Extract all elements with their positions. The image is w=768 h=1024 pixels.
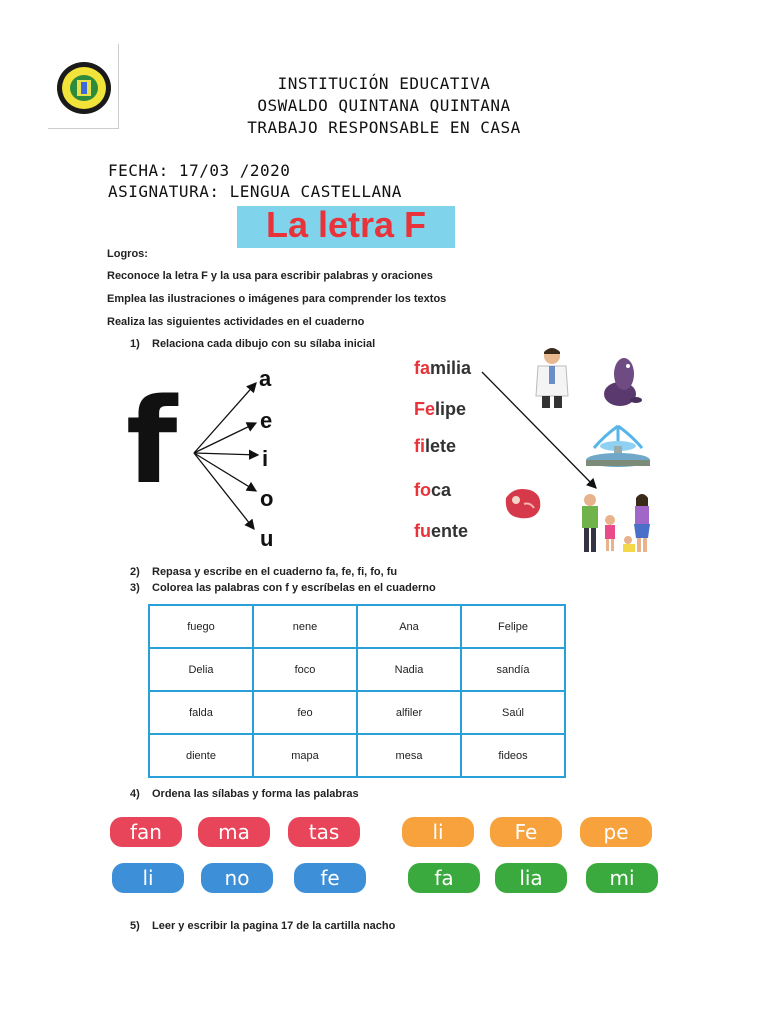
- table-cell: foco: [253, 648, 357, 691]
- table-cell: feo: [253, 691, 357, 734]
- logro-item: Emplea las ilustraciones o imágenes para comprender los textos: [107, 293, 447, 305]
- table-cell: Saúl: [461, 691, 565, 734]
- vowel-o: o: [260, 486, 274, 511]
- table-cell: nene: [253, 605, 357, 648]
- syllable-pill: no: [201, 863, 273, 893]
- big-letter-f: f: [126, 372, 178, 510]
- table-cell: alfiler: [357, 691, 461, 734]
- word-fuente: fuente: [414, 521, 469, 541]
- vowel-a: a: [259, 366, 272, 391]
- family-illustration: [576, 490, 656, 556]
- table-cell: fideos: [461, 734, 565, 777]
- seal-illustration: [600, 354, 644, 410]
- syllable-pill: fan: [110, 817, 182, 847]
- vowel-e: e: [260, 408, 273, 433]
- word-felipe: Felipe: [414, 399, 467, 419]
- syllable-pill: lia: [495, 863, 567, 893]
- table-cell: mapa: [253, 734, 357, 777]
- word-foca: foca: [414, 480, 452, 500]
- syllable-pill: fa: [408, 863, 480, 893]
- syllable-pill: fe: [294, 863, 366, 893]
- institution-line: INSTITUCIÓN EDUCATIVA: [277, 74, 491, 93]
- work-title: TRABAJO RESPONSABLE EN CASA: [247, 118, 521, 137]
- syllable-pill: pe: [580, 817, 652, 847]
- word-filete: filete: [414, 436, 457, 456]
- school-name: OSWALDO QUINTANA QUINTANA: [257, 96, 511, 115]
- syllable-pill: li: [112, 863, 184, 893]
- subject-line: ASIGNATURA: LENGUA CASTELLANA: [108, 182, 402, 201]
- activity-5: 5) Leer y escribir la pagina 17 de la cartilla nacho: [130, 920, 396, 932]
- word-table: [148, 604, 566, 778]
- table-cell: Felipe: [461, 605, 565, 648]
- table-cell: falda: [149, 691, 253, 734]
- activity-1: 1) Relaciona cada dibujo con su sílaba inicial: [130, 338, 376, 350]
- syllable-pill: li: [402, 817, 474, 847]
- vowel-i: i: [262, 446, 269, 471]
- logro-item: Reconoce la letra F y la usa para escribir palabras y oraciones: [107, 270, 433, 282]
- syllable-pill: Fe: [490, 817, 562, 847]
- fountain-illustration: [584, 420, 652, 470]
- table-cell: sandía: [461, 648, 565, 691]
- table-cell: Nadia: [357, 648, 461, 691]
- meat-illustration: [500, 484, 544, 524]
- table-cell: mesa: [357, 734, 461, 777]
- logro-item: Realiza las siguientes actividades en el cuaderno: [107, 316, 365, 328]
- activity-2: 2) Repasa y escribe en el cuaderno fa, fe, fi, fo, fu: [130, 566, 398, 578]
- table-cell: Ana: [357, 605, 461, 648]
- vowel-u: u: [260, 526, 274, 551]
- table-cell: diente: [149, 734, 253, 777]
- logros-heading: Logros:: [107, 248, 148, 260]
- table-cell: fuego: [149, 605, 253, 648]
- doctor-illustration: [528, 346, 576, 410]
- syllable-pill: tas: [288, 817, 360, 847]
- syllable-pill: ma: [198, 817, 270, 847]
- activity-3: 3) Colorea las palabras con f y escríbelas en el cuaderno: [130, 582, 436, 594]
- date-line: FECHA: 17/03 /2020: [108, 161, 291, 180]
- page-title: La letra F: [265, 204, 427, 245]
- word-familia: familia: [414, 358, 472, 378]
- syllable-pill: mi: [586, 863, 658, 893]
- table-cell: Delia: [149, 648, 253, 691]
- activity-4: 4) Ordena las sílabas y forma las palabras: [130, 788, 359, 800]
